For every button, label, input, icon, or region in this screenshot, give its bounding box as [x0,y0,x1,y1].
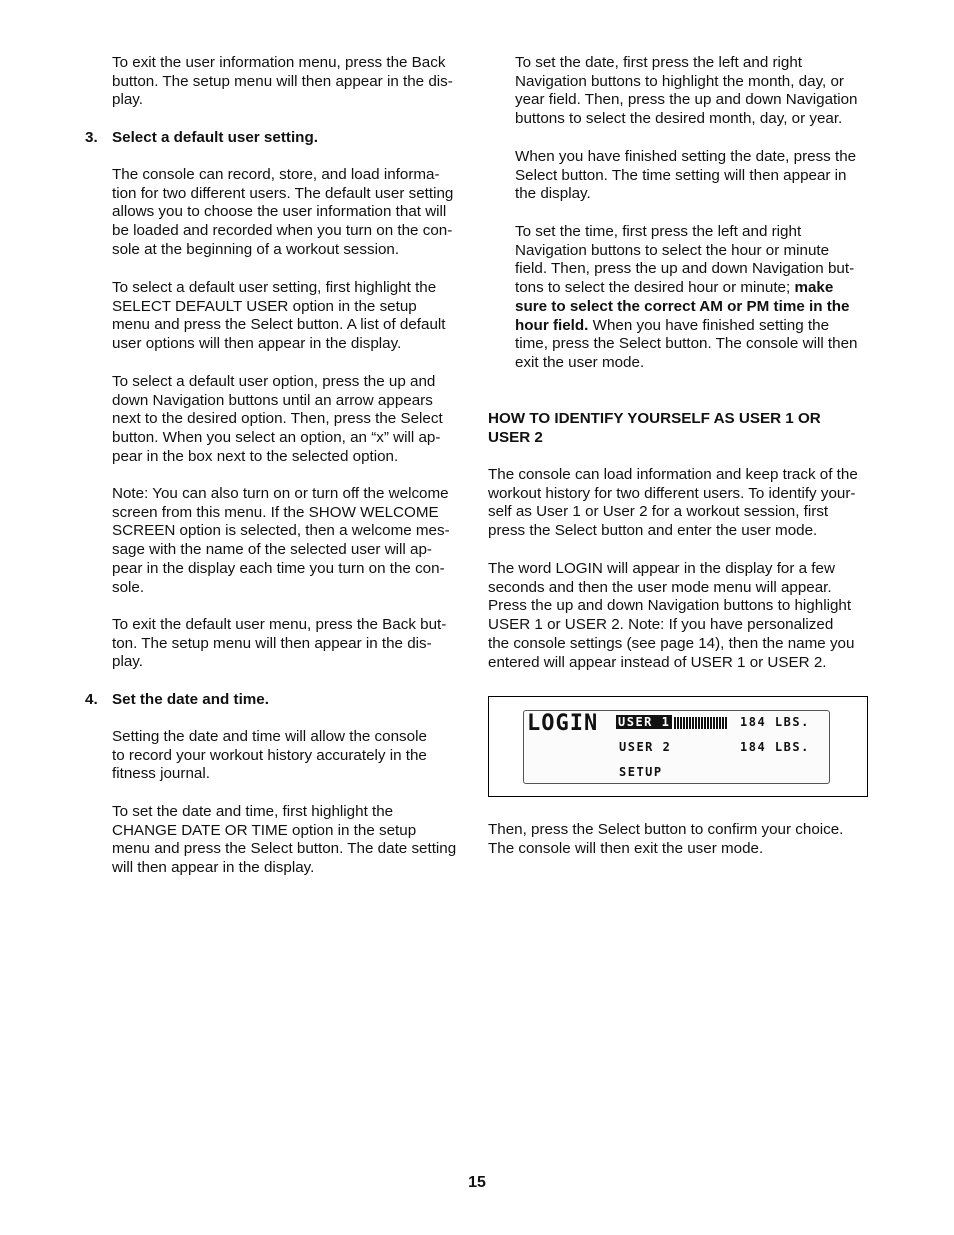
step-4-title: Set the date and time. [112,691,269,708]
lcd-setup: SETUP [619,765,663,779]
select-default-user-paragraph: To select a default user setting, first highlight the SELECT DEFAULT USER option in the setup menu and press the Select button. A list of default user options will then appear in the display. [112,279,446,353]
step-4-number: 4. [85,691,98,708]
lcd-selection-bar [674,717,727,729]
change-date-time-paragraph: To set the date and time, first highlight the CHANGE DATE OR TIME option in the setup menu and press the Select button. The date setting will then appear in the display. [112,803,457,877]
default-user-intro-paragraph: The console can record, store, and load informa- tion for two different users. The default user setting allows you to choose the user information that will be loaded and recorded when you turn on the con- sole at the beginning of a workout session. [112,166,454,258]
set-time-paragraph [515,223,857,373]
identify-user-paragraph: The console can load information and keep track of the workout history for two different users. To identify your- self as User 1 or User 2 for a workout session, first press the Select button and enter the user mode. [488,466,858,540]
login-paragraph: The word LOGIN will appear in the display for a few seconds and then the user mode menu will appear. Press the up and down Navigation buttons to highlight USER 1 or USER 2. Note: If you have personalized the console settings (see page 14), then the name you entered will appear instead of USER 1 or USER 2. [488,560,855,671]
exit-user-info-paragraph: To exit the user information menu, press the Back button. The setup menu will then appear in the dis- play. [112,54,453,109]
date-time-intro-paragraph: Setting the date and time will allow the console to record your workout history accurately in the fitness journal. [112,728,427,783]
lcd-user-1-weight: 184 LBS. [740,715,810,729]
set-time-text-b: When you have finished setting the time, press the Select button. The console will then exit the user mode. [515,316,858,371]
lcd-user-2: USER 2 [619,740,672,754]
finish-date-paragraph: When you have finished setting the date, press the Select button. The time setting will then appear in the display. [515,148,857,203]
exit-default-user-paragraph: To exit the default user menu, press the Back but- ton. The setup menu will then appear in the dis- play. [112,616,447,671]
set-time-text-a: To set the time, first press the left and right Navigation buttons to select the hour or minute field. Then, press the up and down Navigation but- tons to select the desired hour or minute; [515,223,855,297]
lcd-user-1-highlighted: USER 1 [618,715,671,729]
confirm-choice-paragraph: Then, press the Select button to confirm your choice. The console will then exit the user mode. [488,821,844,857]
set-date-paragraph: To set the date, first press the left and right Navigation buttons to highlight the month, day, or year field. Then, press the up and down Navigation buttons to select the desired month, day, or year. [515,54,858,128]
lcd-user-2-weight: 184 LBS. [740,740,810,754]
console-display-figure [488,696,868,797]
welcome-screen-note-paragraph: Note: You can also turn on or turn off the welcome screen from this menu. If the SHOW WELCOME SCREEN option is selected, then a welcome mes- sage with the name of the selected user will ap- pear in the display each time you turn on the con- sole. [112,485,450,596]
page-number: 15 [468,1174,486,1191]
identify-user-heading: HOW TO IDENTIFY YOURSELF AS USER 1 OR USER 2 [488,410,821,446]
lcd-screen [523,710,830,784]
select-default-option-paragraph: To select a default user option, press the up and down Navigation buttons until an arrow appears next to the desired option. Then, press the Select button. When you select an option, an “x” will ap- pear in the box next to the selected option. [112,373,443,465]
step-3-title: Select a default user setting. [112,129,318,146]
lcd-login-title: LOGIN [527,711,599,736]
set-time-warning: make sure to select the correct AM or PM time in the hour field. [515,279,850,334]
step-3-number: 3. [85,129,98,146]
